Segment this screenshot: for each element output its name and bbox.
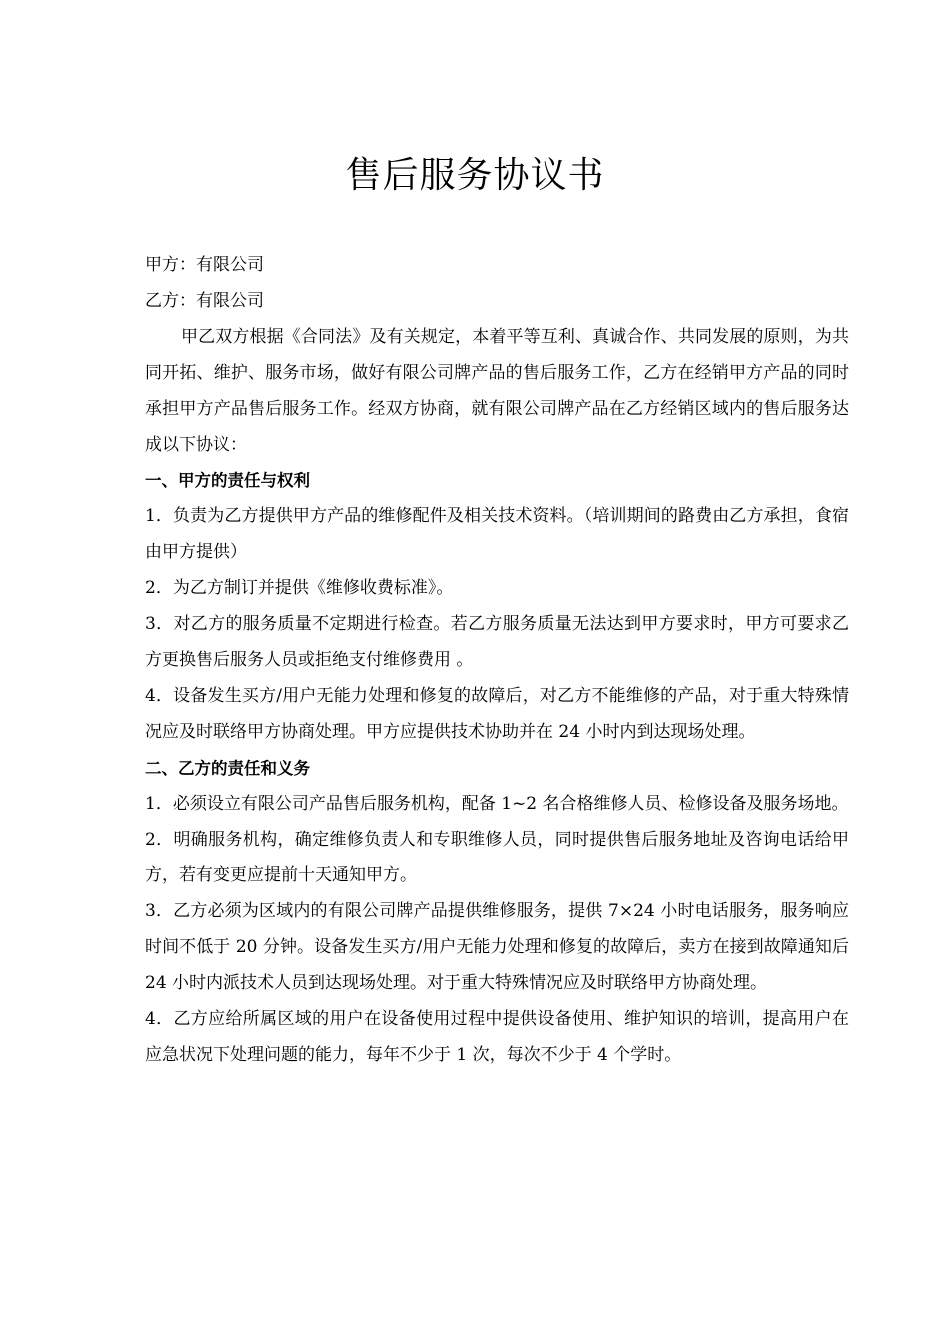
document-body [145,248,849,1074]
section-2-item: 2．明确服务机构，确定维修负责人和专职维修人员，同时提供售后服务地址及咨询电话给甲方，若有变更应提前十天通知甲方。 [145,829,849,886]
party-a-line: 甲方：有限公司 [145,255,264,275]
section-2-item: 1．必须设立有限公司产品售后服务机构，配备 1~2 名合格维修人员、检修设备及服务场地。 [145,793,849,814]
section-2-heading: 二、乙方的责任和义务 [145,758,310,778]
section-1-heading: 一、甲方的责任与权利 [145,471,310,491]
section-1-item: 4．设备发生买方/用户无能力处理和修复的故障后，对乙方不能维修的产品，对于重大特殊情况应及时联络甲方协商处理。甲方应提供技术协助并在 24 小时内到达现场处理。 [145,685,849,742]
section-1-item: 2．为乙方制订并提供《维修收费标准》。 [145,578,454,599]
section-2-item: 4．乙方应给所属区域的用户在设备使用过程中提供设备使用、维护知识的培训，提高用户在应急状况下处理问题的能力，每年不少于 1 次，每次不少于 4 个学时。 [145,1009,849,1065]
section-1-item: 3．对乙方的服务质量不定期进行检查。若乙方服务质量无法达到甲方要求时，甲方可要求乙方更换售后服务人员或拒绝支付维修费用 。 [145,614,849,670]
document-title: 售后服务协议书 [345,155,605,196]
party-b-line: 乙方：有限公司 [145,290,264,311]
preamble-paragraph: 甲乙双方根据《合同法》及有关规定，本着平等互利、真诚合作、共同发展的原则，为共同开拓、维护、服务市场，做好有限公司牌产品的售后服务工作，乙方在经销甲方产品的同时承担甲方产品售后服务工作。经双方协商，就有限公司牌产品在乙方经销区域内的售后服务达成以下协议： [145,326,849,455]
section-2-item: 3．乙方必须为区域内的有限公司牌产品提供维修服务，提供 7×24 小时电话服务，服务响应时间不低于 20 分钟。设备发生买方/用户无能力处理和修复的故障后，卖方在接到故障通知后 24 小时内派技术人员到达现场处理。对于重大特殊情况应及时联络甲方协商处理。 [145,901,849,994]
section-1-item: 1．负责为乙方提供甲方产品的维修配件及相关技术资料。（培训期间的路费由乙方承担，食宿由甲方提供） [145,506,849,563]
